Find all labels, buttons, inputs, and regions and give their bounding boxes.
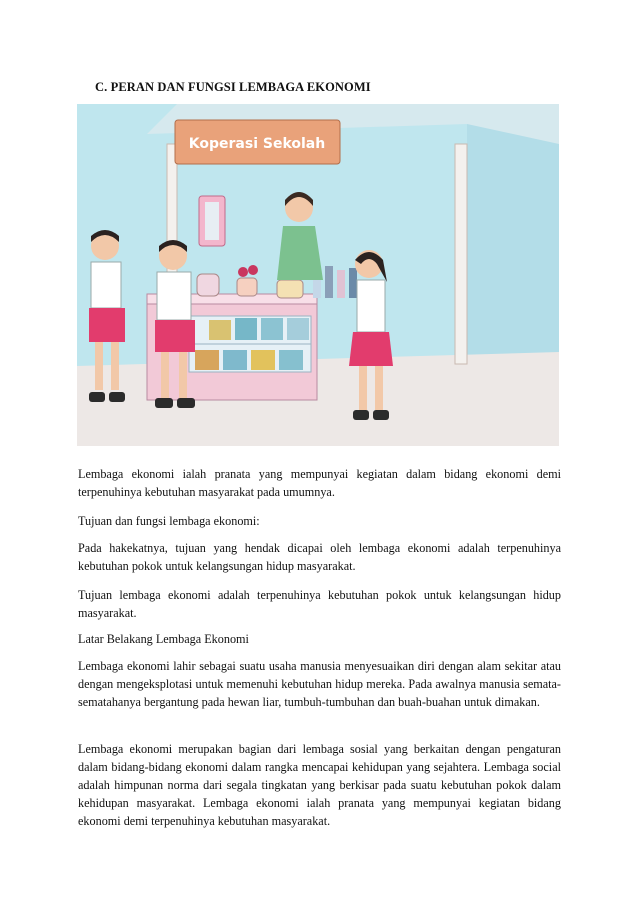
sign-text: Koperasi Sekolah (188, 136, 326, 152)
girl-skirt (349, 332, 393, 366)
paragraph-purpose: Pada hakekatnya, tujuan yang hendak dicapai oleh lembaga ekonomi adalah terpenuhinya kebutuhan pokok untuk kelangsungan hidup masyarakat. (78, 541, 561, 573)
paragraph-goal: Tujuan lembaga ekonomi adalah terpenuhinya kebutuhan pokok untuk kelangsungan hidup masyarakat. (78, 588, 561, 620)
paragraph-purpose-heading: Tujuan dan fungsi lembaga ekonomi: (78, 514, 260, 528)
school-cooperative-illustration (77, 104, 559, 446)
right-post (455, 144, 467, 364)
boy2-shorts (155, 320, 195, 352)
paragraph-definition: Lembaga ekonomi ialah pranata yang mempunyai kegiatan dalam bidang ekonomi demi terpenuhinya kebutuhan masyarakat pada umumnya. (78, 467, 561, 499)
paragraph-social-institution: Lembaga ekonomi merupakan bagian dari lembaga sosial yang berkaitan dengan pengaturan dalam bidang-bidang ekonomi dalam rangka mencapai kehidupan yang sejahtera. Lembaga social adalah himpunan norma dari segala tingkatan yang berkisar pada suatu kebutuhan pokok dalam kehidupan masyarakat. Lembaga ekonomi ialah pranata yang mempunyai kegiatan bidang ekonomi demi terpenuhinya kebutuhan masyarakat. (78, 742, 561, 828)
paragraph-background: Lembaga ekonomi lahir sebagai suatu usaha manusia menyesuaikan diri dengan alam sekitar atau dengan mengeksplotasi untuk memenuhi kebutuhan hidup mereka. Pada awalnya manusia semata-sematahanya bergantung pada hewan liar, tumbuh-tumbuhan dan buah-buahan untuk dimakan. (78, 659, 561, 709)
boy1-shorts (89, 308, 125, 342)
paragraph-background-heading: Latar Belakang Lembaga Ekonomi (78, 632, 249, 646)
section-heading: C. PERAN DAN FUNGSI LEMBAGA EKONOMI (95, 80, 371, 94)
shopkeeper-shirt (277, 226, 323, 280)
